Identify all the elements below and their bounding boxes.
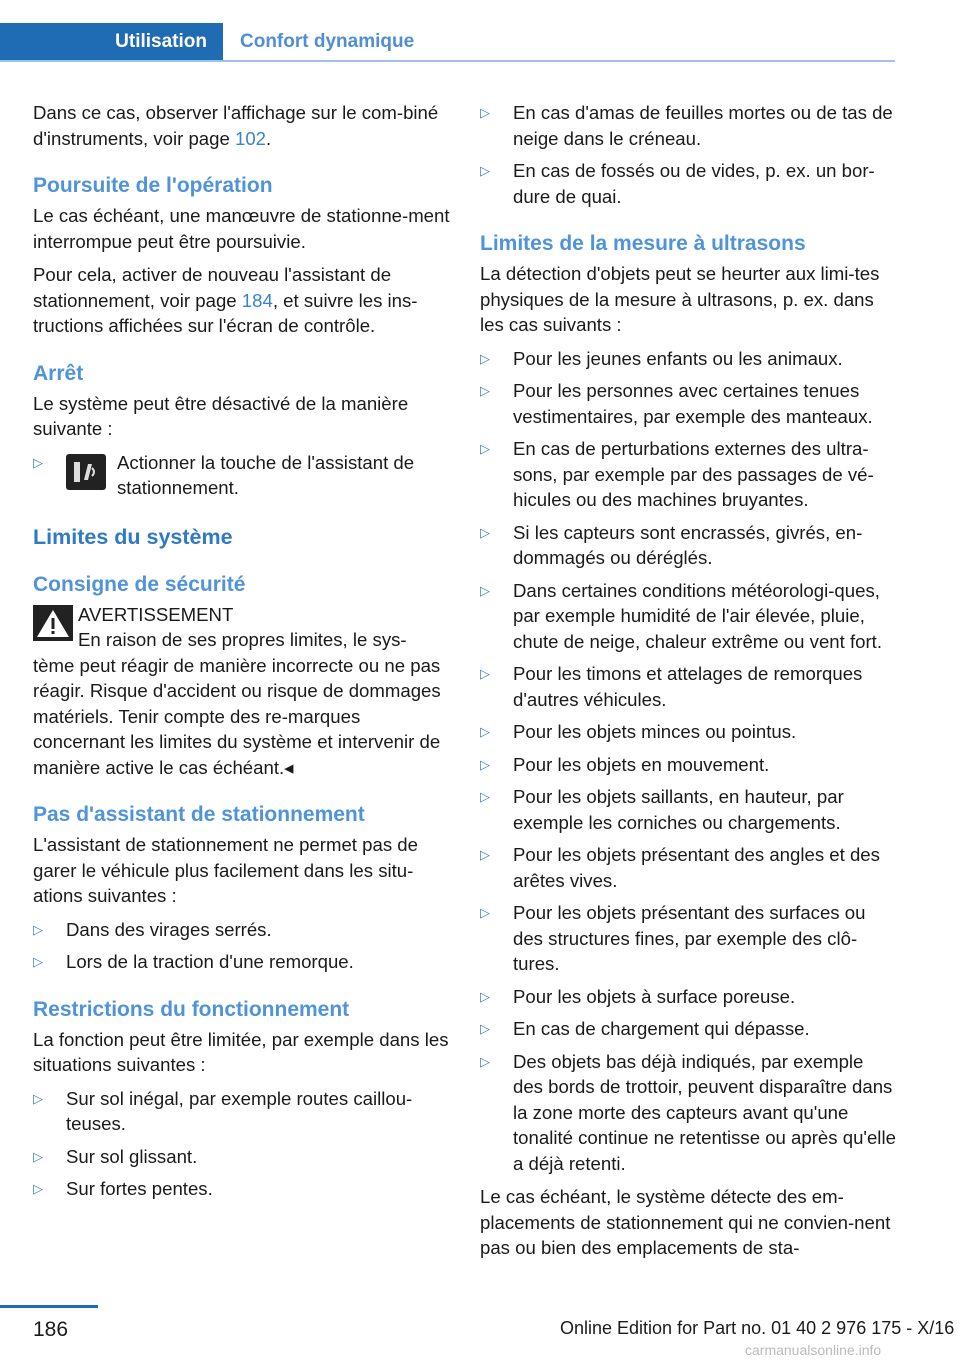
right-column [480, 100, 898, 1269]
bullet-icon: ▷ [33, 1181, 43, 1196]
intro-paragraph: Dans ce cas, observer l'affichage sur le com-biné d'instruments, voir page 102. [33, 102, 439, 149]
bullet-icon: ▷ [480, 905, 490, 920]
paragraph-poursuite-1: Le cas échéant, une manœuvre de stationne-ment interrompue peut être poursuivie. [33, 205, 450, 252]
list-item: ▷ Pour les jeunes enfants ou les animaux. [480, 346, 898, 372]
watermark: carmanualsonline.info [745, 1342, 882, 1358]
bullet-icon: ▷ [480, 724, 490, 739]
warning-body: tème peut réagir de manière incorrecte ou ne pas réagir. Risque d'accident ou risque de dommages matériels. Tenir compte des re-marques concernant les limites du système et intervenir de manière active le cas échéant.◂ [33, 654, 441, 778]
bullet-icon: ▷ [480, 789, 490, 804]
list-item: ▷ En cas de perturbations externes des ultra-sons, par exemple par des passages de vé-hicules ou des machines bruyantes. [480, 438, 874, 510]
list-item: ▷ Pour les objets minces ou pointus. [480, 719, 898, 745]
heading-poursuite: Poursuite de l'opération [33, 174, 273, 197]
bullet-icon: ▷ [33, 954, 43, 969]
restrictions-list [33, 1086, 453, 1202]
list-item: ▷ En cas de fossés ou de vides, p. ex. un bor-dure de quai. [480, 160, 875, 207]
list-item: ▷ En cas de chargement qui dépasse. [480, 1016, 898, 1042]
list-item: ▷ Actionner la touche de l'assistant de stationnement. [33, 451, 415, 498]
heading-pas-assistant: Pas d'assistant de stationnement [33, 803, 365, 826]
heading-consigne: Consigne de sécurité [33, 572, 246, 596]
tab-utilisation[interactable]: Utilisation [0, 23, 223, 61]
paragraph-ultrasons: La détection d'objets peut se heurter aux limi-tes physiques de la mesure à ultrasons, p. ex. dans les cas suivants : [480, 263, 880, 335]
list-item: ▷ Des objets bas déjà indiqués, par exemple des bords de trottoir, peuvent disparaître dans la zone morte des capteurs avant qu'une tonalité continue ne retentisse ou après qu'elle a déjà retenti. [480, 1050, 896, 1174]
bullet-icon: ▷ [480, 524, 490, 540]
bullet-icon: ▷ [480, 1053, 490, 1069]
bullet-icon: ▷ [480, 988, 490, 1004]
park-assist-button-icon [66, 454, 106, 490]
tab-confort-dynamique[interactable]: Confort dynamique [240, 31, 415, 52]
list-item: ▷ Pour les objets présentant des angles et des arêtes vives. [480, 844, 880, 891]
page-header [0, 0, 960, 64]
list-item: ▷ Si les capteurs sont encrassés, givrés, en-dommagés ou déréglés. [480, 521, 863, 568]
bullet-icon: ▷ [480, 105, 490, 120]
bullet-icon: ▷ [480, 756, 490, 772]
footer-divider [0, 1305, 98, 1308]
warning-block [33, 602, 453, 781]
bullet-icon: ▷ [480, 163, 490, 178]
list-item: ▷ Pour les objets en mouvement. [480, 752, 898, 778]
paragraph-poursuite-2: Pour cela, activer de nouveau l'assistant de stationnement, voir page 184, et suivre les ins-tructions affichées sur l'écran de contrôle. [33, 264, 418, 336]
paragraph-restrictions: La fonction peut être limitée, par exemple dans les situations suivantes : [33, 1028, 449, 1075]
list-item: ▷ Pour les objets à surface poreuse. [480, 984, 898, 1010]
paragraph-pas-assistant: L'assistant de stationnement ne permet pas de garer le véhicule plus facilement dans les situ-ations suivantes : [33, 834, 418, 906]
bullet-icon: ▷ [480, 441, 490, 456]
warning-triangle-icon [33, 605, 73, 641]
arret-list [33, 450, 453, 502]
header-divider [0, 60, 895, 62]
warning-title: AVERTISSEMENT [78, 603, 234, 625]
heading-restrictions: Restrictions du fonctionnement [33, 997, 350, 1021]
bullet-icon: ▷ [480, 582, 490, 598]
heading-limites-systeme: Limites du système [33, 524, 233, 549]
bullet-icon: ▷ [480, 350, 490, 366]
list-item: ▷ Pour les objets présentant des surfaces ou des structures fines, par exemple des clô-tures. [480, 902, 866, 974]
list-item: ▷ Sur sol glissant. [33, 1144, 453, 1170]
bullet-icon: ▷ [33, 1148, 43, 1164]
bullet-icon: ▷ [480, 666, 490, 681]
top-list [480, 100, 898, 209]
list-item: ▷ Sur sol inégal, par exemple routes caillou-teuses. [33, 1087, 413, 1134]
bullet-icon: ▷ [480, 847, 490, 862]
bullet-icon: ▷ [33, 454, 43, 470]
paragraph-arret: Le système peut être désactivé de la manière suivante : [33, 392, 409, 439]
ultrasons-list [480, 346, 898, 1177]
page-link-184[interactable]: 184 [241, 289, 273, 311]
bullet-icon: ▷ [480, 1021, 490, 1036]
edition-text: Online Edition for Part no. 01 40 2 976 175 - X/16 [560, 1318, 955, 1338]
page-number: 186 [33, 1318, 69, 1341]
list-item: ▷ Lors de la traction d'une remorque. [33, 949, 453, 975]
left-column [33, 100, 453, 1210]
list-item: ▷ Dans certaines conditions météorologi-ques, par exemple humidité de l'air élevée, pluie, chute de neige, chaleur extrême ou vent fort. [480, 579, 882, 652]
heading-arret: Arrêt [33, 361, 84, 385]
paragraph-final: Le cas échéant, le système détecte des em-placements de stationnement qui ne convien-nent pas ou bien des emplacements de sta- [480, 1186, 891, 1258]
bullet-icon: ▷ [33, 921, 43, 937]
list-item: ▷ En cas d'amas de feuilles mortes ou de tas de neige dans le créneau. [480, 102, 893, 149]
bullet-icon: ▷ [480, 383, 490, 398]
pas-list [33, 917, 453, 975]
list-item: ▷ Pour les personnes avec certaines tenues vestimentaires, par exemple des manteaux. [480, 380, 873, 427]
heading-ultrasons: Limites de la mesure à ultrasons [480, 232, 806, 255]
page-link-102[interactable]: 102 [234, 127, 267, 149]
list-item: ▷ Pour les objets saillants, en hauteur, par exemple les corniches ou chargements. [480, 786, 844, 833]
list-item: ▷ Dans des virages serrés. [33, 917, 453, 943]
list-item: ▷ Pour les timons et attelages de remorques d'autres véhicules. [480, 663, 863, 710]
list-item: ▷ Sur fortes pentes. [33, 1176, 453, 1202]
warning-line1: En raison de ses propres limites, le sys- [78, 629, 407, 650]
bullet-icon: ▷ [33, 1090, 43, 1106]
